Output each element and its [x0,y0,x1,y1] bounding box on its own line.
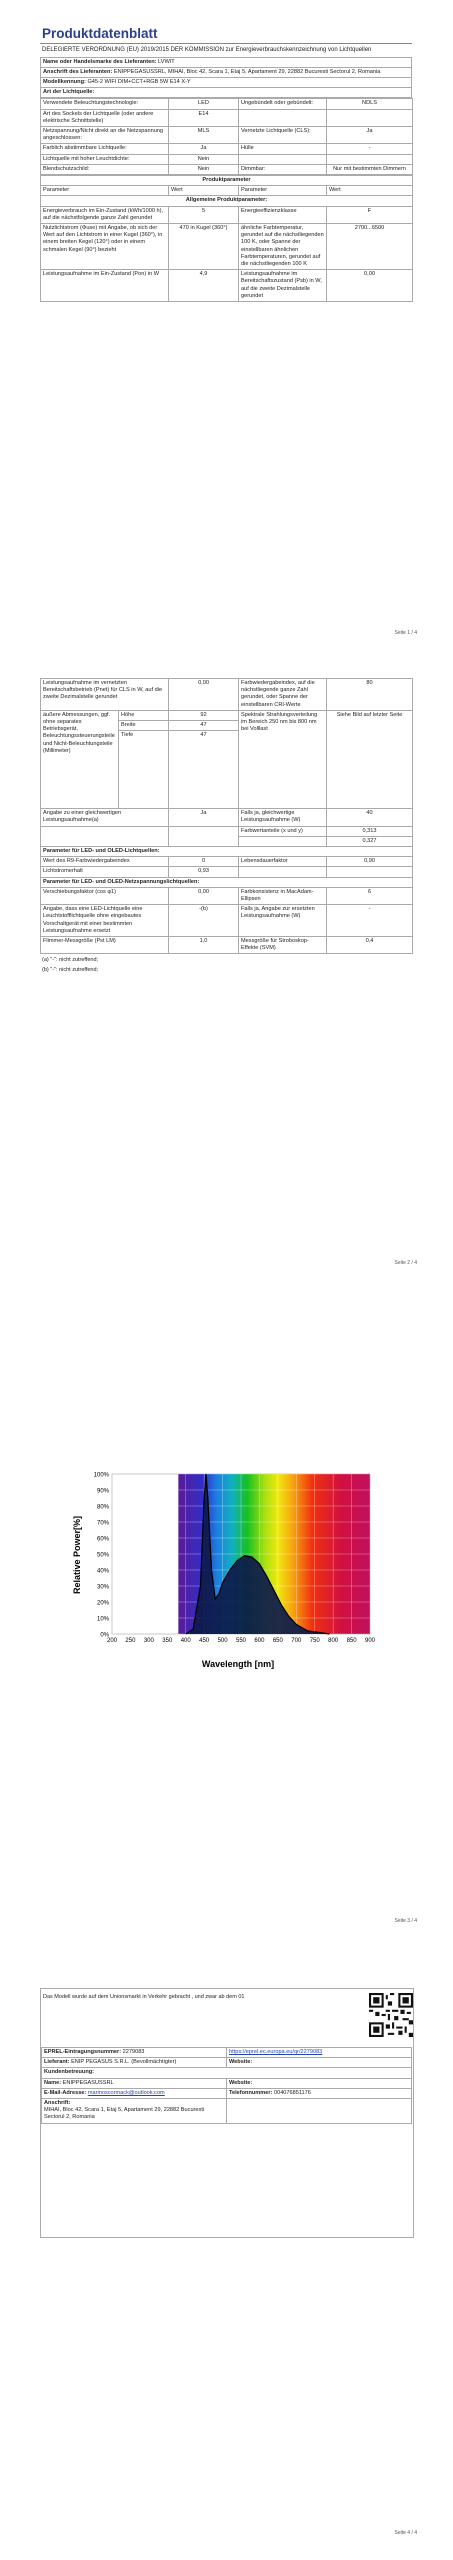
param-label: Leistungsaufnahme im Bereitschaftszustand (Psb) in W, auf die zweite Dezimalstelle gerundet [239,270,327,302]
type-row [41,109,413,126]
col-header: Parameter [239,186,327,196]
y-tick-label: 30% [96,1584,109,1591]
param-row [41,270,413,302]
dimensions-label: äußere Abmessungen, ggf. ohne separates Betriebsgerät, Beleuchtungssteuerungsteile und Nicht-Beleuchtungsteile (Millimeter) [41,710,119,808]
customer-service-heading: Kundenbetreuung: [42,2068,412,2078]
spectral-label: Spektrale Strahlungsverteilung im Bereich 250 nm bis 800 nm bei Volllast [239,710,327,808]
type-value: Ja [327,126,413,143]
param-value: 1,0 [169,937,239,954]
param-label: Farbwiedergabeindex, auf die nächstliegende ganze Zahl gerundet, oder Spanne der einstellbaren CRI-Werte [239,679,327,711]
x-tick-label: 850 [346,1638,357,1644]
type-label: Vernetzte Lichtquelle (CLS): [239,126,327,143]
dim-value: 92 [169,710,239,720]
x-tick-label: 900 [364,1638,376,1644]
param-label: Falls ja, gleichwertige Leistungsaufnahme (W) [239,809,327,826]
x-tick-label: 300 [143,1638,154,1644]
type-value: LED [169,99,239,109]
y-tick-label: 100% [93,1472,109,1479]
param-value: -(b) [169,905,239,937]
param-value: 4,9 [169,270,239,302]
page-4 [0,1970,453,2560]
x-tick-label: 650 [272,1638,283,1644]
type-row [41,154,413,164]
spectral-value: Siehe Bild auf letzter Seite [327,710,413,808]
param-value: F [327,206,413,223]
param-value: 0,90 [327,857,413,867]
empty-cell [227,2099,412,2124]
empty-cell [327,867,413,877]
dim-value: 47 [169,721,239,731]
y-tick-label: 20% [96,1600,109,1607]
website-cell: Website: [227,2058,412,2068]
param-value: 0,313 [327,826,413,836]
param-label: Leistungsaufnahme im vernetzten Bereitschaftsbetrieb (Pnet) für CLS in W, auf die zweite Dezimalstelle gerundet [41,679,169,711]
col-header: Parameter [41,186,169,196]
type-label [239,154,327,164]
params-table-2 [40,678,413,954]
x-tick-label: 350 [162,1638,173,1644]
address-cell: Anschrift: MIHAI, Bloc 42, Scara 1, Etaj 5, Apartament 29, 22882 Bucuresti Sectorul 2, Romania [42,2099,227,2124]
x-tick-label: 800 [328,1638,339,1644]
y-tick-label: 60% [96,1536,109,1543]
qr-code-icon [369,1993,413,2037]
name-cell: Name: ENIPPEGASUSSRL [42,2078,227,2088]
eprel-link[interactable]: https://eprel.ec.europa.eu/qr/2279083 [229,2049,323,2055]
sheet-1 [40,26,412,302]
param-label: Messgröße für Stroboskop-Effekte (SVM) [239,937,327,954]
page-number: Seite 4 / 4 [394,2530,417,2536]
param-label: ähnliche Farbtemperatur, gerundet auf die nächstliegenden 100 K, oder Spanne der einstellbaren ähnlichen Farbtemperaturen, gerundet auf die nächstliegenden 100 K [239,223,327,269]
param-value: 0,4 [327,937,413,954]
param-label: Lichtstromerhalt [41,867,169,877]
email-link[interactable]: marinoscormack@outlook.com [87,2089,165,2096]
param-row [41,206,413,223]
param-value: 6 [327,887,413,904]
param-value: 0,00 [169,679,239,711]
model-row: Modellkennung: G45-2 WIFI DIM+CCT+RGB 5W E14 X-Y [41,77,412,87]
page-number: Seite 1 / 4 [394,630,417,636]
type-label: Dimmbar: [239,164,327,174]
x-tick-label: 200 [106,1638,118,1644]
dim-name: Höhe [119,710,169,720]
type-row [41,99,413,109]
param-label: Energieverbrauch im Ein-Zustand (kWh/1000 h), auf die nächstfolgende ganze Zahl gerundet [41,206,169,223]
eprel-link-cell [227,2048,412,2058]
param-label: Farbwertanteile (x und y) [239,826,327,836]
param-label: Verschiebungsfaktor (cos φ1) [41,887,169,904]
param-label: Farbkonsistenz in MacAdam-Ellipsen [239,887,327,904]
type-value: E14 [169,109,239,126]
param-value: 0,93 [169,867,239,877]
x-tick-label: 400 [180,1638,191,1644]
page-number: Seite 2 / 4 [394,1260,417,1266]
type-value: NDLS [327,99,413,109]
supplier-cell: Lieferant: ENIP PEGASUS S.R.L. (Bevollmächtigter) [42,2058,227,2068]
param-label: Energieeffizienzklasse [239,206,327,223]
dim-value: 47 [169,731,239,809]
type-value: Nur mit bestimmten Dimmern [327,164,413,174]
type-label: Verwendete Beleuchtungstechnologie: [41,99,169,109]
y-tick-label: 80% [96,1504,109,1511]
param-label: Angabe, dass eine LED-Lichtquelle eine Leuchtstofflichtquelle ohne eingebautes Vorschaltgerät mit einer bestimmten Leistungsaufnahme ersetzt [41,905,169,937]
param-label: Falls ja, Angabe zur ersetzten Leistungsaufnahme (W) [239,905,327,937]
type-label: Art des Sockels der Lichtquelle (oder andere elektrische Schnittstelle) [41,109,169,126]
sheet-2 [40,678,412,976]
type-value: Ja [169,144,239,154]
website2-cell: Website: [227,2078,412,2088]
type-label: Ungebündelt oder gebündelt: [239,99,327,109]
param-label: Wert des R9-Farbwiedergabeindex [41,857,169,867]
general-params-heading: Allgemeine Produktparameter: [41,196,413,206]
type-value: MLS [169,126,239,143]
y-axis-label: Relative Power[%] [72,1515,82,1595]
x-tick-label: 700 [291,1638,302,1644]
type-table [40,98,413,175]
x-tick-label: 550 [235,1638,247,1644]
param-value: 40 [327,809,413,826]
led-section-heading: Parameter für LED- und OLED-Lichtquellen: [41,847,413,857]
address-row: Anschrift des Lieferanten: ENIPPEGASUSSRL, MIHAI, Bloc 42, Scara 1, Etaj 5, Apartament 29, 22882 Bucuresti Sectorul 2, Romania [41,67,412,77]
x-tick-label: 750 [309,1638,320,1644]
type-label: Blendschutzschild: [41,164,169,174]
type-label: Hülle [239,144,327,154]
type-label: Art der Lichtquelle: [41,88,412,98]
type-value [327,109,413,126]
dim-name: Breite [119,721,169,731]
param-value: 2700...6500 [327,223,413,269]
sheet-4 [40,1988,414,2238]
param-value: - [327,905,413,937]
footnote-a: (a) "-": nicht zutreffend; [42,957,99,964]
type-row [41,126,413,143]
type-label [239,109,327,126]
x-tick-label: 250 [125,1638,136,1644]
empty-cell [239,836,327,846]
param-label: Angabe zu einer gleichwertigen Leistungsaufnahme(a) [41,809,169,826]
y-tick-label: 10% [96,1616,109,1623]
y-tick-label: 90% [96,1488,109,1495]
intro-text: Das Modell wurde auf dem Unionsmarkt in Verkehr gebracht , und zwar ab dem 01 [43,1994,245,2000]
params-table [40,175,413,302]
type-label: Lichtquelle mit hoher Leuchtdichte: [41,154,169,164]
param-label: Flimmer-Messgröße (Pst LM) [41,937,169,954]
param-value: 0,00 [327,270,413,302]
param-label: Lebensdauerfaktor [239,857,327,867]
empty-cell [239,867,327,877]
param-value: 0,327 [327,836,413,846]
x-tick-label: 500 [217,1638,228,1644]
param-label: Nutzlichtstrom (Φuse) mit Angabe, ob sich der Wert auf den Lichtstrom in einer Kugel (360°), in einem breiten Kegel (120°) oder in einem schmalen Kegel (90°) bezieht [41,223,169,269]
param-value: 470 in Kugel (360°) [169,223,239,269]
type-label: Netzspannung/Nicht direkt an die Netzspannung angeschlossen: [41,126,169,143]
empty-cell [41,826,169,846]
param-value: 0 [169,857,239,867]
x-tick-label: 600 [254,1638,265,1644]
col-header: Wert [327,186,413,196]
regulation-text: DELEGIERTE VERORDNUNG (EU) 2019/2015 DER KOMMISSION zur Energieverbrauchskennzeichnung von Lichtquellen [42,47,372,53]
registration-table [41,2047,412,2124]
x-tick-label: 450 [199,1638,210,1644]
col-header: Wert [169,186,239,196]
type-value [327,154,413,164]
email-cell: E-Mail-Adresse: marinoscormack@outlook.com [42,2088,227,2098]
type-value: Nein [169,164,239,174]
supplier-name-row: Name oder Handelsmarke des Lieferanten: LVWIT [41,57,412,67]
param-value: 0,00 [169,887,239,904]
mains-section-heading: Parameter für LED- und OLED-Netzspannungslichtquellen: [41,877,413,887]
eprel-cell: EPREL-Eintragungsnummer: 2279083 [42,2048,227,2058]
type-value: - [327,144,413,154]
param-row [41,223,413,269]
spectrum-chart-svg [40,1460,400,1672]
type-row [41,164,413,174]
y-tick-label: 0% [100,1632,109,1639]
product-params-heading: Produktparameter [41,175,413,185]
y-tick-label: 50% [96,1552,109,1559]
supplier-table [40,57,412,99]
page-number: Seite 3 / 4 [394,1918,417,1924]
dim-name: Tiefe [119,731,169,809]
param-label: Leistungsaufnahme im Ein-Zustand (Pon) in W [41,270,169,302]
y-tick-label: 40% [96,1568,109,1575]
page-2 [0,660,453,1360]
type-label: Farblich abstimmbare Lichtquelle: [41,144,169,154]
type-value: Nein [169,154,239,164]
spectrum-chart [40,1460,400,1672]
param-value: 5 [169,206,239,223]
param-value: Ja [169,809,239,826]
type-row [41,144,413,154]
y-tick-label: 70% [96,1520,109,1527]
footnote-b: (b) "-": nicht zutreffend; [42,967,99,974]
x-axis-label: Wavelength [nm] [201,1659,275,1669]
phone-cell: Telefonnummer: 004076851176 [227,2088,412,2098]
empty-cell [169,826,239,846]
param-value: 80 [327,679,413,711]
page-title: Produktdatenblatt [40,26,412,44]
page-1 [0,0,453,660]
